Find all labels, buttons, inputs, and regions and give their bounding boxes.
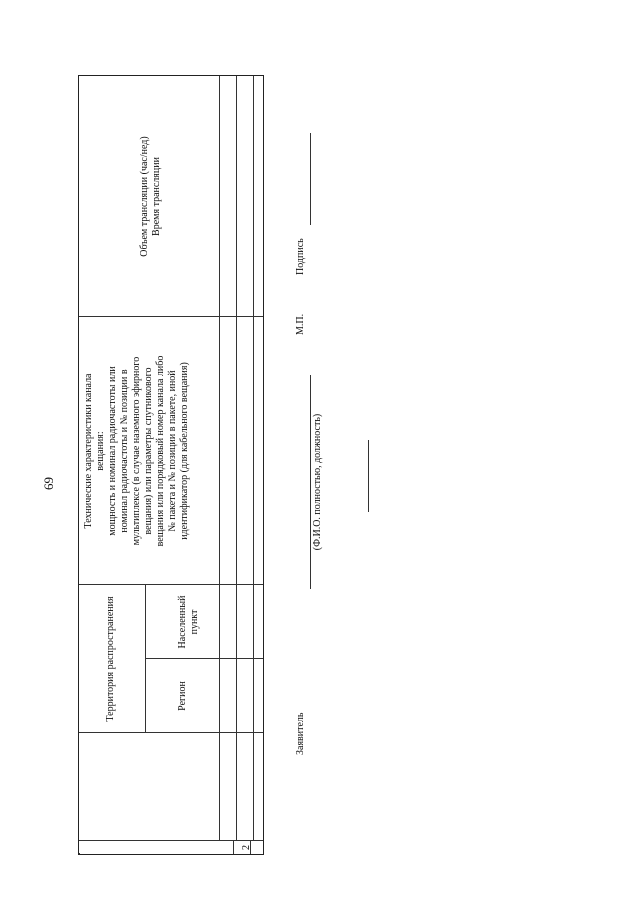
- header-tech-line: Технические характеристики канала: [83, 373, 94, 529]
- header-tech-line: № пакета и № позиции в пакете, иной: [167, 370, 178, 532]
- header-tech-characteristics: [83, 317, 191, 585]
- broadcast-table: [78, 75, 264, 855]
- header-tech-line: мощность и номинал радиочастоты или: [107, 366, 118, 536]
- row-number: 2: [241, 845, 252, 850]
- signature-line: [310, 133, 311, 225]
- header-volume-line: Объем трансляции (час/нед): [139, 136, 150, 257]
- header-tech-line: мультиплексе (в случае наземного эфирного: [131, 356, 142, 546]
- table-line: [236, 76, 237, 841]
- header-tech-line: вещания:: [95, 431, 106, 471]
- sign-label: Подпись: [295, 238, 306, 275]
- table-line: [145, 658, 263, 659]
- header-volume-line: Время трансляции: [151, 157, 162, 236]
- header-volume: [139, 76, 163, 317]
- table-line: [233, 841, 234, 854]
- table-line: [79, 853, 80, 854]
- applicant-label: Заявитель: [295, 712, 306, 755]
- stamp-label: М.П.: [295, 313, 306, 335]
- header-tech-line: вещания) или параметры спутникового: [143, 367, 154, 535]
- header-territory: Территория распространения: [105, 596, 116, 722]
- header-settlement: Населенный пункт: [177, 595, 200, 649]
- header-tech-line: номинал радиочастоты и № позиции в: [119, 369, 130, 533]
- page-number: 69: [41, 477, 56, 490]
- name-line: [310, 375, 311, 589]
- short-rule: [368, 440, 369, 512]
- table-line: [145, 585, 146, 733]
- header-tech-line: идентификатор (для кабельного вещания): [179, 362, 190, 540]
- name-caption: (Ф.И.О. полностью, должность): [312, 413, 323, 551]
- table-line: [253, 76, 254, 841]
- header-region: Регион: [177, 681, 188, 711]
- header-tech-line: вещания или порядковый номер канала либо: [155, 355, 166, 547]
- table-line: [219, 76, 220, 841]
